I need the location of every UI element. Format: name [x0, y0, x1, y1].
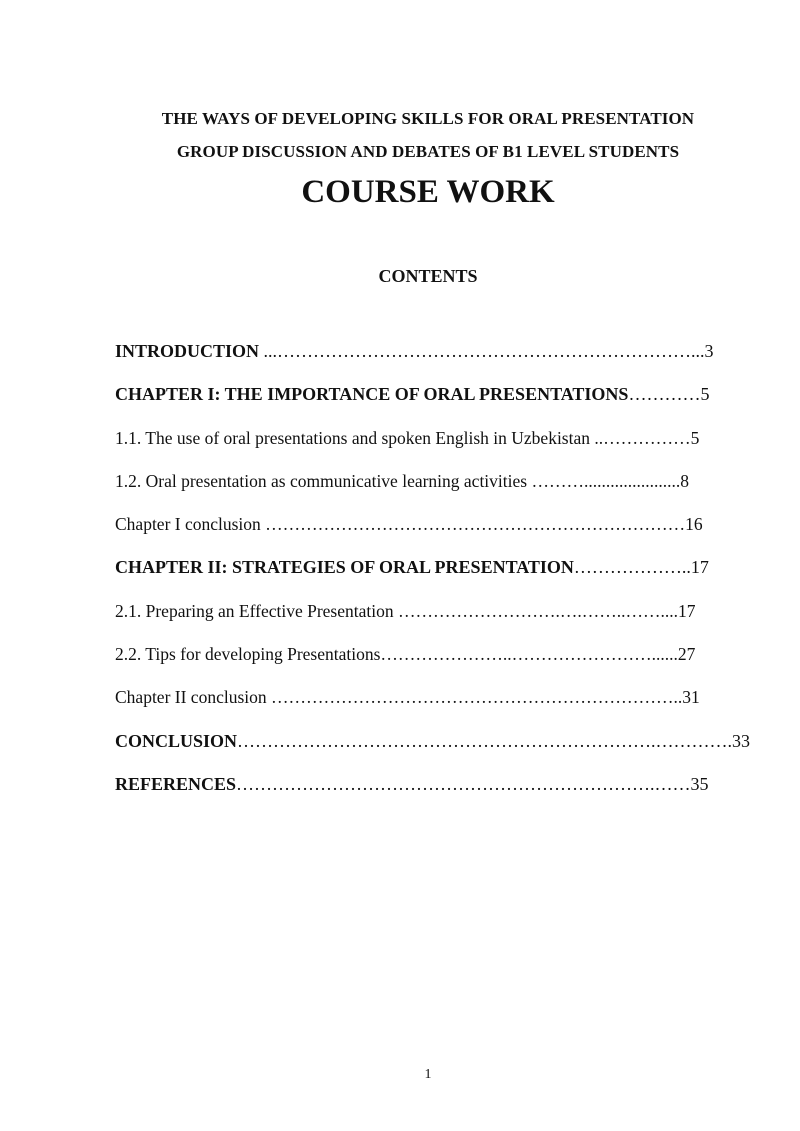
toc-entry-introduction	[115, 341, 755, 384]
toc-entry-title: Chapter II conclusion	[115, 687, 267, 708]
toc-entry-title: INTRODUCTION	[115, 341, 260, 361]
toc-entry-section-1-1	[115, 428, 755, 471]
toc-entry-section-2-1	[115, 601, 755, 644]
toc-entry-title: CONCLUSION	[115, 730, 238, 751]
toc-entry-leader: ………………..17	[573, 557, 709, 578]
toc-entry-leader: ………………………………………………………………16	[260, 514, 703, 535]
course-work-heading: COURSE WORK	[301, 174, 555, 210]
toc-entry-title: 2.1. Preparing an Effective Presentation	[115, 600, 394, 621]
toc-entry-title: CHAPTER II: STRATEGIES OF ORAL PRESENTATION	[115, 557, 574, 578]
title-line-2: GROUP DISCUSSION AND DEBATES OF B1 LEVEL STUDENTS	[176, 142, 680, 161]
toc-entry-section-1-2	[115, 471, 755, 514]
toc-entry-leader: …………………………………………………………….………….33	[237, 730, 751, 751]
toc-entry-chapter-1-conclusion	[115, 514, 755, 557]
toc-entry-leader: …………………..……………………......27	[380, 644, 696, 665]
toc-entry-leader: ……………………………………………………………..31	[266, 687, 700, 708]
toc-entry-section-2-2	[115, 644, 755, 687]
page-number: 1	[424, 1067, 432, 1082]
toc-entry-chapter-2-conclusion	[115, 687, 755, 730]
toc-entry-leader: ………......................8	[527, 470, 689, 491]
toc-entry-chapter-2	[115, 557, 755, 600]
toc-entry-title: 1.2. Oral presentation as communicative learning activities	[115, 470, 528, 491]
title-line-1: THE WAYS OF DEVELOPING SKILLS FOR ORAL PRESENTATION	[161, 109, 695, 128]
toc-entry-title: Chapter I conclusion	[115, 514, 261, 535]
toc-entry-title: 2.2. Tips for developing Presentations	[115, 644, 381, 665]
toc-entry-title: REFERENCES	[115, 773, 237, 794]
toc-entry-leader: ..……………5	[590, 427, 700, 448]
toc-entry-title: 1.1. The use of oral presentations and spoken English in Uzbekistan	[115, 427, 590, 448]
toc-entry-title: CHAPTER I: THE IMPORTANCE OF ORAL PRESENTATIONS	[115, 384, 629, 405]
toc-entry-references	[115, 774, 755, 817]
table-of-contents	[115, 341, 755, 817]
toc-entry-leader: ...……………………………………………………………...3	[259, 341, 714, 361]
contents-heading: CONTENTS	[378, 266, 478, 286]
toc-entry-leader: …………5	[628, 384, 710, 405]
toc-entry-conclusion	[115, 731, 755, 774]
toc-entry-leader: ……………………….….……..……....17	[393, 600, 696, 621]
toc-entry-leader: …………………………………………………………….……35	[236, 773, 709, 794]
toc-entry-chapter-1	[115, 384, 755, 427]
